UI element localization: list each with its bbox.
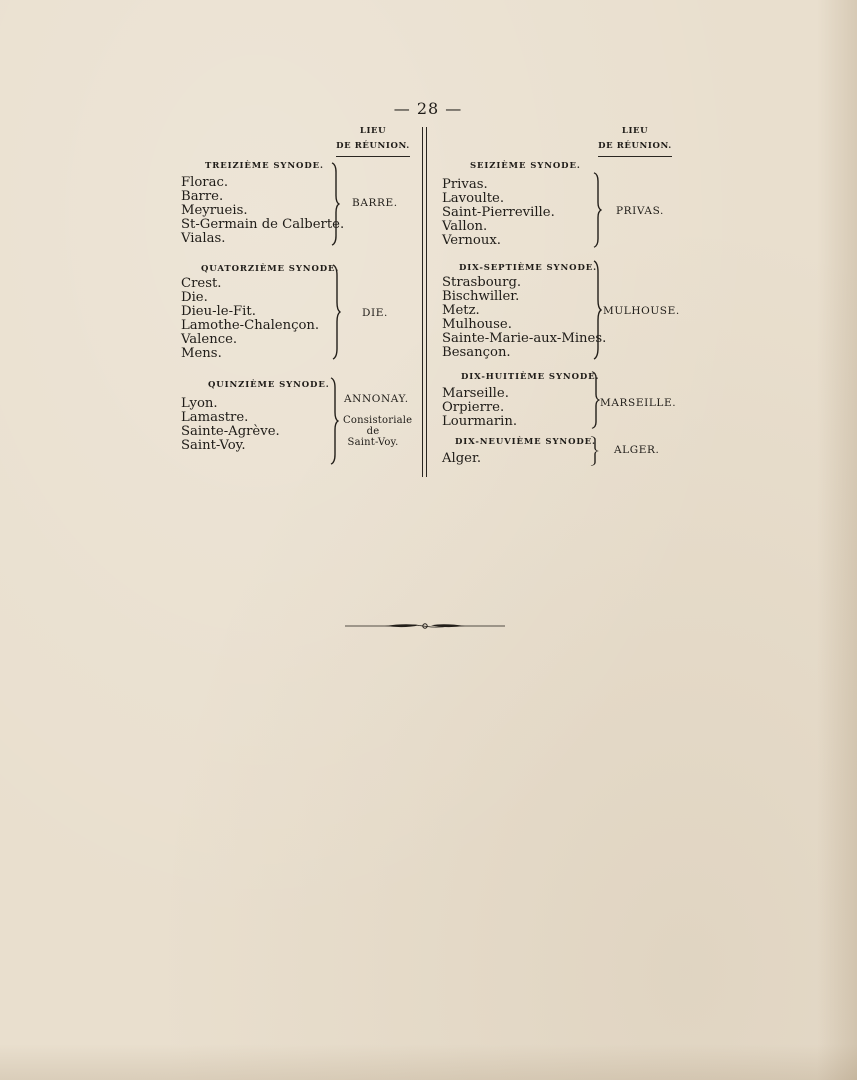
meeting-place: MARSEILLE. xyxy=(600,397,677,409)
list-item: Lamothe-Chalençon. xyxy=(181,318,320,333)
synode-title: QUINZIÈME SYNODE. xyxy=(208,380,330,390)
meeting-place: PRIVAS. xyxy=(616,205,664,217)
page-bottom-shadow xyxy=(0,1044,857,1080)
list-item: Mulhouse. xyxy=(442,317,512,332)
list-item: Metz. xyxy=(442,303,480,318)
column-header-line2: DE RÉUNION. xyxy=(336,141,410,151)
synode-title: DIX-NEUVIÈME SYNODE. xyxy=(455,437,596,447)
list-item: Vialas. xyxy=(181,231,226,246)
curly-brace-icon xyxy=(330,162,340,246)
list-item: Meyrueis. xyxy=(181,203,248,218)
meeting-note xyxy=(343,415,413,448)
list-item: Dieu-le-Fit. xyxy=(181,304,256,319)
column-divider xyxy=(422,127,427,477)
list-item: Barre. xyxy=(181,189,224,204)
list-item: Lourmarin. xyxy=(442,414,518,429)
synode-title: DIX-SEPTIÈME SYNODE. xyxy=(459,263,597,273)
page-number: — 28 — xyxy=(393,99,463,118)
meeting-note-line: Consistoriale xyxy=(343,415,413,426)
list-item: Lyon. xyxy=(181,396,218,411)
list-item: Die. xyxy=(181,290,208,305)
right-column-header xyxy=(598,124,672,157)
list-item: Vallon. xyxy=(442,219,488,234)
synode-members xyxy=(181,176,344,246)
curly-brace-icon xyxy=(329,377,339,465)
list-item: Saint-Pierreville. xyxy=(442,205,555,220)
synode-title: QUATORZIÈME SYNODE. xyxy=(201,264,340,274)
synode-title: DIX-HUITIÈME SYNODE. xyxy=(461,372,600,382)
meeting-place: ALGER. xyxy=(614,444,660,456)
synode-title: SEIZIÈME SYNODE. xyxy=(470,161,581,171)
synode-members xyxy=(442,452,481,466)
list-item: Privas. xyxy=(442,177,488,192)
list-item: Mens. xyxy=(181,346,222,361)
list-item: Sainte-Agrève. xyxy=(181,424,280,439)
synode-members xyxy=(181,397,280,453)
curly-brace-icon xyxy=(590,371,600,429)
meeting-note-line: Saint-Voy. xyxy=(347,437,399,448)
list-item: Lavoulte. xyxy=(442,191,505,206)
synode-title: TREIZIÈME SYNODE. xyxy=(205,161,324,171)
list-item: Besançon. xyxy=(442,345,511,360)
list-item: St-Germain de Calberte. xyxy=(181,217,345,232)
list-item: Vernoux. xyxy=(442,233,501,248)
synode-members xyxy=(181,277,319,361)
list-item: Bischwiller. xyxy=(442,289,520,304)
list-item: Valence. xyxy=(181,332,238,347)
curly-brace-icon xyxy=(331,264,341,360)
list-item: Marseille. xyxy=(442,386,509,401)
list-item: Orpierre. xyxy=(442,400,505,415)
list-item: Strasbourg. xyxy=(442,275,522,290)
left-column-header xyxy=(336,124,410,157)
list-item: Alger. xyxy=(442,451,482,466)
meeting-place: MULHOUSE. xyxy=(603,305,680,317)
curly-brace-icon xyxy=(589,436,599,466)
meeting-place: DIE. xyxy=(362,307,388,319)
synode-members xyxy=(442,276,606,360)
meeting-place: ANNONAY. xyxy=(344,393,409,405)
synode-members xyxy=(442,387,517,429)
meeting-note-line: de xyxy=(366,426,380,437)
list-item: Lamastre. xyxy=(181,410,249,425)
page-edge-shadow xyxy=(817,0,857,1080)
column-header-line1: LIEU xyxy=(359,126,387,136)
list-item: Sainte-Marie-aux-Mines. xyxy=(442,331,607,346)
column-header-line1: LIEU xyxy=(621,126,649,136)
ornament-divider-icon xyxy=(345,618,505,632)
list-item: Crest. xyxy=(181,276,222,291)
column-header-line2: DE RÉUNION. xyxy=(598,141,672,151)
list-item: Florac. xyxy=(181,175,229,190)
curly-brace-icon xyxy=(592,172,602,248)
curly-brace-icon xyxy=(592,260,602,360)
list-item: Saint-Voy. xyxy=(181,438,246,453)
synode-members xyxy=(442,178,555,248)
meeting-place: BARRE. xyxy=(352,197,398,209)
